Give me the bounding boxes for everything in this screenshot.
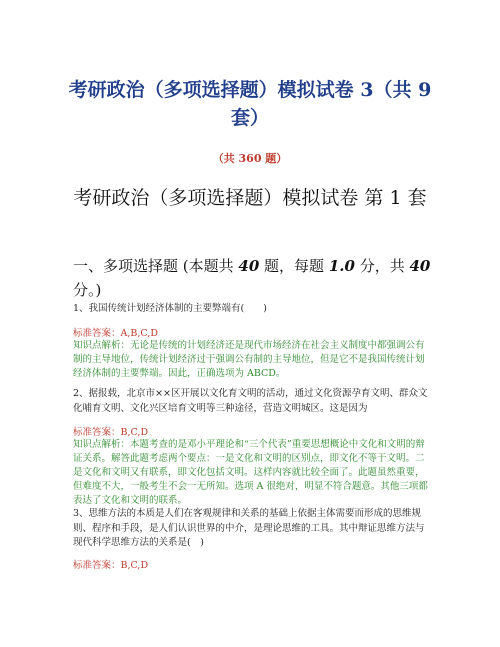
question-2-explanation: 知识点解析：本题考查的是邓小平理论和“三个代表”重要思想概论中文化和文明的辩证关系。解答此题考虑两个要点：一是文化和文明的区别点，即文化不等于文明。二是文化和文明又有联系，即文化包括文明。这样内容就比较全面了。此题虽然重要，但难度不大，一般考生不会一无所知。选项 A 很绝对，明显不符合题意。其他三项都表达了文化和文明的联系。 — [73, 439, 428, 506]
question-3-text: 3、思维方法的本质是人们在客观规律和关系的基础上依据主体需要而形成的思维规则、程序和手段，是人们认识世界的中介，是理论思维的工具。其中辩证思维方法与现代科学思维方法的关系是( ) — [73, 508, 425, 548]
question-total: 40 — [238, 257, 260, 275]
question-2-answer: 标准答案：B,C,D — [73, 427, 149, 438]
points-each: 1.0 — [328, 257, 355, 275]
document-title: 考研政治（多项选择题）模拟试卷 3（共 9 套） — [68, 79, 432, 129]
question-1-explanation: 知识点解析：无论是传统的计划经济还是现代市场经济在社会主义制度中都强调公有制的主导地位，传统计划经济过于强调公有制的主导地位，但是它不是我国传统计划经济体制的主要弊端。因此，正确选项为 ABCD。 — [73, 340, 425, 379]
paper-subtitle: 考研政治（多项选择题）模拟试卷 第 1 套 — [73, 187, 427, 209]
question-count: （共 360 题） — [212, 152, 288, 165]
section-heading: 一、多项选择题 (本题共 40 题，每题 1.0 分，共 40 分。) — [73, 257, 431, 299]
question-2-text: 2、据报载，北京市××区开展以文化育文明的活动，通过文化资源孕育文明、群众文化哺育文明、文化兴区培育文明等三种途径，营造文明城区。这是因为 — [73, 388, 428, 414]
question-3-answer: 标准答案：B,C,D — [73, 560, 149, 571]
question-1-text: 1、我国传统计划经济体制的主要弊端有( ) — [73, 303, 267, 314]
points-total: 40 — [409, 257, 431, 275]
question-1-answer: 标准答案：A,B,C,D — [73, 328, 158, 339]
